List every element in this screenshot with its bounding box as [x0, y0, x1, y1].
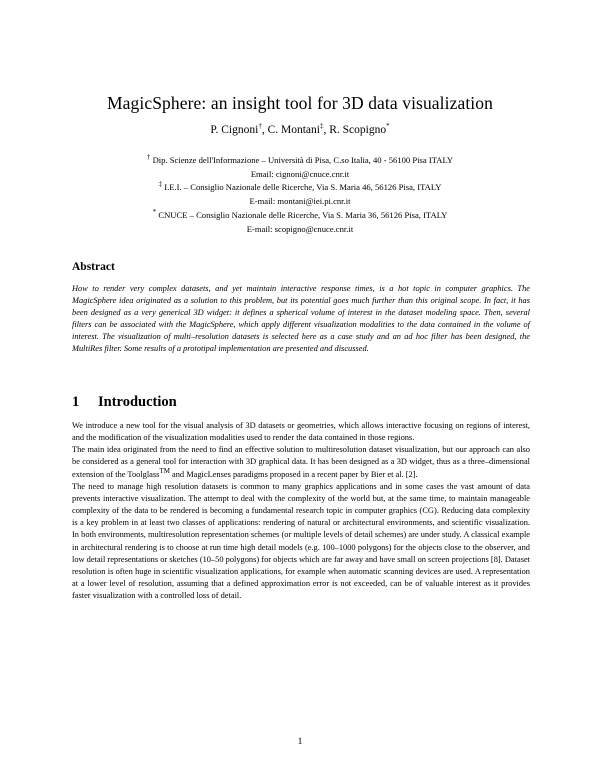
author-name: R. Scopigno — [329, 124, 387, 136]
abstract-heading: Abstract — [72, 261, 115, 273]
affiliation-email: E-mail: montani@iei.pi.cnr.it — [249, 196, 351, 206]
affiliation-mark: † — [146, 153, 151, 162]
author-name: P. Cignoni — [210, 124, 259, 136]
paragraph-text: The main idea originated from the need to find an effective solution to multiresolution dataset visualization, but our approach can also be considered as a general tool for interaction with 3D graphical data. It has been designed as a 3D widget, thus as a three–dimensional extension of the Toolglass — [72, 445, 530, 479]
paragraph-text: and MagicLenses paradigms proposed in a recent paper by Bier et al. [2]. — [169, 469, 418, 479]
section-title: Introduction — [98, 394, 177, 410]
affiliation-text: Dip. Scienze dell'Informazione – Università di Pisa, C.so Italia, 40 - 56100 Pisa ITALY — [152, 155, 454, 165]
page-number: 1 — [297, 737, 303, 747]
introduction-body — [72, 420, 530, 602]
paragraph: The need to manage high resolution datasets is common to many graphics applications and in some cases the vast amount of data prevents interactive visualization. The attempt to deal with the complexity of the world but, at the same time, to maintain manageable complexity of the data to be rendered is becoming a fundamental research topic in computer graphics (CG). Reducing data complexity is a key problem in at least two classes of applications: rendering of natural or architectural environments, and scientific visualization. In both environments, multiresolution representation schemes (or multiple levels of detail schemes) are under study. A classical example in architectural rendering is to choose at run time high detail models (e.g. 100–1000 polygons) for the objects close to the observer, and low detail representations or sketches (10–50 polygons) for objects which are far away and have small on screen projections [8]. Dataset resolution is often huge in scientific visualization applications, for example when automatic scanning devices are used. A representation at a lower level of resolution, assuming that a defined approximation error is not exceeded, can be of valuable interest as it provides faster visualization with a controlled loss of detail. — [72, 481, 530, 601]
author-mark: ‡ — [319, 122, 324, 131]
author-mark: † — [258, 122, 262, 131]
author-list — [0, 124, 600, 136]
affiliation-email: Email: cignoni@cnuce.cnr.it — [250, 169, 350, 179]
section-heading — [72, 394, 177, 411]
author-separator: , — [261, 124, 268, 136]
affiliation-mark: ‡ — [158, 180, 163, 189]
affiliation — [0, 155, 600, 165]
abstract-text: How to render very complex datasets, and yet maintain interactive response times, is a hot topic in computer graphics. The MagicSphere idea originated as a solution to this problem, but its potential goes much further than this original scope. In fact, it has been designed as a very generical 3D widget: it defines a spherical volume of interest in the dataset modeling space. Then, several filters can be associated with the MagicSphere, which apply different visualization modalities to the data contained in the volume of interest. The visualization of multi–resolution datasets is selected here as a case study and an ad hoc filter has been designed, the MultiRes filter. Some results of a prototipal implementation are presented and discussed. — [72, 284, 530, 354]
affiliation — [0, 210, 600, 220]
paragraph: We introduce a new tool for the visual analysis of 3D datasets or geometries, which allows interactive focusing on regions of interest, and the modification of the visualization modalities used to render the data contained in those regions. — [72, 421, 530, 443]
author-separator: , — [323, 124, 330, 136]
affiliation-text: I.E.I. – Consiglio Nazionale delle Ricerche, Via S. Maria 46, 56126 Pisa, ITALY — [164, 182, 442, 192]
author-mark: * — [386, 122, 390, 131]
affiliation — [0, 182, 600, 192]
affiliation-mark: * — [152, 208, 157, 217]
paper-title: MagicSphere: an insight tool for 3D data visualization — [107, 93, 493, 113]
paragraph — [72, 444, 530, 480]
affiliation-email: E-mail: scopigno@cnuce.cnr.it — [246, 224, 354, 234]
section-number: 1 — [72, 394, 80, 410]
trademark-mark: TM — [159, 466, 170, 475]
affiliation-text: CNUCE – Consiglio Nazionale delle Ricerche, Via S. Maria 36, 56126 Pisa, ITALY — [158, 210, 448, 220]
author-name: C. Montani — [267, 124, 320, 136]
